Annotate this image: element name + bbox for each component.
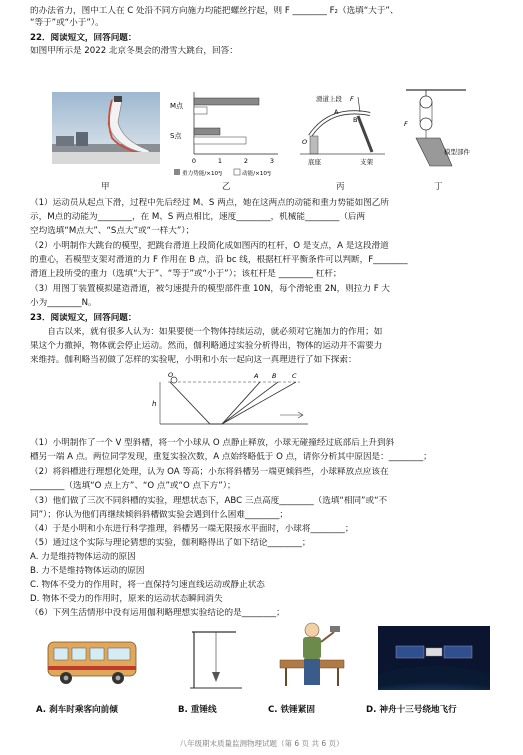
v-c-label: C <box>292 372 297 380</box>
ding-f-label: F <box>404 120 408 128</box>
q23-para-line2: 果这个力撤掉，物体就会停止运动。然而，伽利略通过实验分析得出，物体的运动并不需要力 <box>30 341 383 351</box>
q23-title: 23．阅读短文，回答问题： <box>30 313 137 323</box>
chart-tick-3: 3 <box>269 157 275 165</box>
legend-label-pe: 重力势能/×10⁴J <box>182 171 222 177</box>
q23-3-line1: （3）他们做了三次不同斜槽的实验，理想状态下，ABC 三点高度________（选填“相同”或“不 <box>30 496 388 506</box>
energy-bar-chart <box>168 88 293 180</box>
option-b-caption: B. 重锤线 <box>178 705 217 715</box>
chart-category-label-m: M点 <box>170 102 184 110</box>
q22-1-line2: 示，M点的动能为________，在 M、S 两点相比，速度________，机械能________（后两 <box>30 212 366 222</box>
bing-a-label: A <box>334 108 339 116</box>
chart-bar-pe-s <box>194 128 220 135</box>
legend-swatch-pe <box>174 169 180 175</box>
v-a-label: A <box>254 372 259 380</box>
v-o-label: O <box>168 371 174 379</box>
figure-jia-ski-jump <box>52 92 160 164</box>
q21-tail-line2: “等于”或“小于”）。 <box>30 18 104 28</box>
option-a-caption: A. 刹车时乘客向前倾 <box>36 705 118 715</box>
bing-support-label: 支架 <box>360 158 373 166</box>
chart-tick-0: 0 <box>191 157 197 165</box>
bing-base-label: 底座 <box>308 158 321 166</box>
q23-option-c: C. 物体不受力的作用时，将一直保持匀速直线运动或静止状态 <box>30 580 265 590</box>
figure-yi-label: 乙 <box>222 182 231 192</box>
bing-top-label: 滑道上段 <box>316 95 342 103</box>
q21-tail-line1: 的办法省力，图中工人在 C 处沿不同方向施力均能把螺丝拧起，则 F ________ F₂（选填“大于”、 <box>30 6 399 16</box>
figure-jia-label: 甲 <box>101 182 110 192</box>
q23-1-line2: 槽另一端 A 点。两位同学发现，重复实验次数，A 点始终略低于 O 点，请你分析其中原因是：________； <box>30 452 432 462</box>
option-c-hammer-image <box>272 620 352 690</box>
bing-b-label: B <box>353 116 358 124</box>
q23-option-d: D. 物体不受力的作用时，原来的运动状态瞬间消失 <box>30 594 223 604</box>
figure-bing-lever <box>300 92 385 172</box>
v-h-label: h <box>152 400 157 408</box>
q22-2-line1: （2）小明制作大跳台的模型，把跳台滑道上段简化成如图丙的杠杆，O 是支点，A 是这段滑道 <box>30 241 389 251</box>
q23-1-line1: （1）小明制作了一个 V 型斜槽，将一个小球从 O 点静止释放，小球无碰撞经过底部后上升到斜 <box>30 438 395 448</box>
figure-ding-label: 丁 <box>434 182 443 192</box>
chart-category-label-s: S点 <box>170 132 182 140</box>
v-b-label: B <box>272 372 277 380</box>
option-a-bus-image <box>42 628 142 688</box>
figure-bing-label: 丙 <box>336 182 345 192</box>
figure-yi-chart <box>168 88 293 180</box>
bing-o-label: O <box>302 138 308 146</box>
figure-ding-pulley <box>396 86 481 172</box>
q22-2-line2: 的重心，若模型支架对滑道的力 F 作用在 B 点，沿 bc 线，根据杠杆平衡条件可以判断，F________ <box>30 255 408 265</box>
option-c-caption: C. 铁锤紧固 <box>268 705 315 715</box>
chart-tick-2: 2 <box>243 157 249 165</box>
legend-label-ke: 动能/×10⁴J <box>242 171 271 177</box>
figure-v-trough <box>150 368 310 434</box>
chart-tick-1: 1 <box>217 157 223 165</box>
q23-3-line2: 同”）；你认为他们再继续倾斜斜槽做实验会遇到什么困难________； <box>30 510 288 520</box>
q23-para-line3: 来维持。伽利略当初做了怎样的实验呢，小明和小东一起向这一真理进行了如下探索： <box>30 355 357 365</box>
chart-bar-pe-m <box>194 98 259 105</box>
q22-3-line2: 小为________N。 <box>30 298 97 308</box>
chart-bar-ke-s <box>194 137 246 144</box>
q22-1-line1: （1）运动员从起点下滑，过程中先后经过 M、S 两点，她在这两点的动能和重力势能如图乙所 <box>30 198 389 208</box>
option-b-plumb-line-image <box>186 628 246 690</box>
q23-2-line2: ________（选填“O 点上方”、“O 点”或“O 点下方”）； <box>30 481 236 491</box>
option-d-caption: D. 神舟十三号绕地飞行 <box>366 705 457 715</box>
q22-intro: 如图甲所示是 2022 北京冬奥会的滑雪大跳台，回答： <box>30 46 238 56</box>
q23-2-line1: （2）将斜槽进行理想化处理，认为 OA 等高；小东将斜槽另一端更倾斜些，小球释放点应该在 <box>30 467 389 477</box>
q23-6-line: （6）下列生活情形中没有运用伽利略理想实验结论的是________； <box>30 608 285 618</box>
ding-part-label: 模型部件 <box>444 148 470 156</box>
q23-5-line: （5）通过这个实际与理论猜想的实验，伽利略得出了如下结论________； <box>30 538 311 548</box>
chart-bar-ke-m <box>194 107 207 114</box>
q23-option-b: B. 力不是维持物体运动的原因 <box>30 566 145 576</box>
option-d-spacecraft-image <box>378 626 490 690</box>
q22-2-line3: 滑道上段所受的重力（选填“大于”、“等于”或“小于”）；该杠杆是 ________ 杠杆； <box>30 269 342 279</box>
q22-1-line3: 空均选填“M点大”、“S点大”或“一样大”）； <box>30 226 195 236</box>
page-footer: 八年级期末质量监测物理试题（第 6 页 共 6 页） <box>179 739 344 748</box>
q23-4-line: （4）于是小明和小东进行科学推理，斜槽另一端无限接水平面时，小球将________； <box>30 524 354 534</box>
q23-para-line1: 自古以来，就有很多人认为：如果要使一个物体持续运动，就必须对它施加力的作用；如 <box>30 327 383 337</box>
q22-title: 22．阅读短文，回答问题： <box>30 33 137 43</box>
q22-3-line1: （3）用图丁装置模拟建造滑道，被匀速提升的模型部件重 10N，每个滑轮重 2N，则拉力 F 大 <box>30 284 390 294</box>
bing-f-label: F <box>350 95 354 103</box>
legend-swatch-ke <box>234 169 240 175</box>
q23-option-a: A. 力是维持物体运动的原因 <box>30 552 136 562</box>
